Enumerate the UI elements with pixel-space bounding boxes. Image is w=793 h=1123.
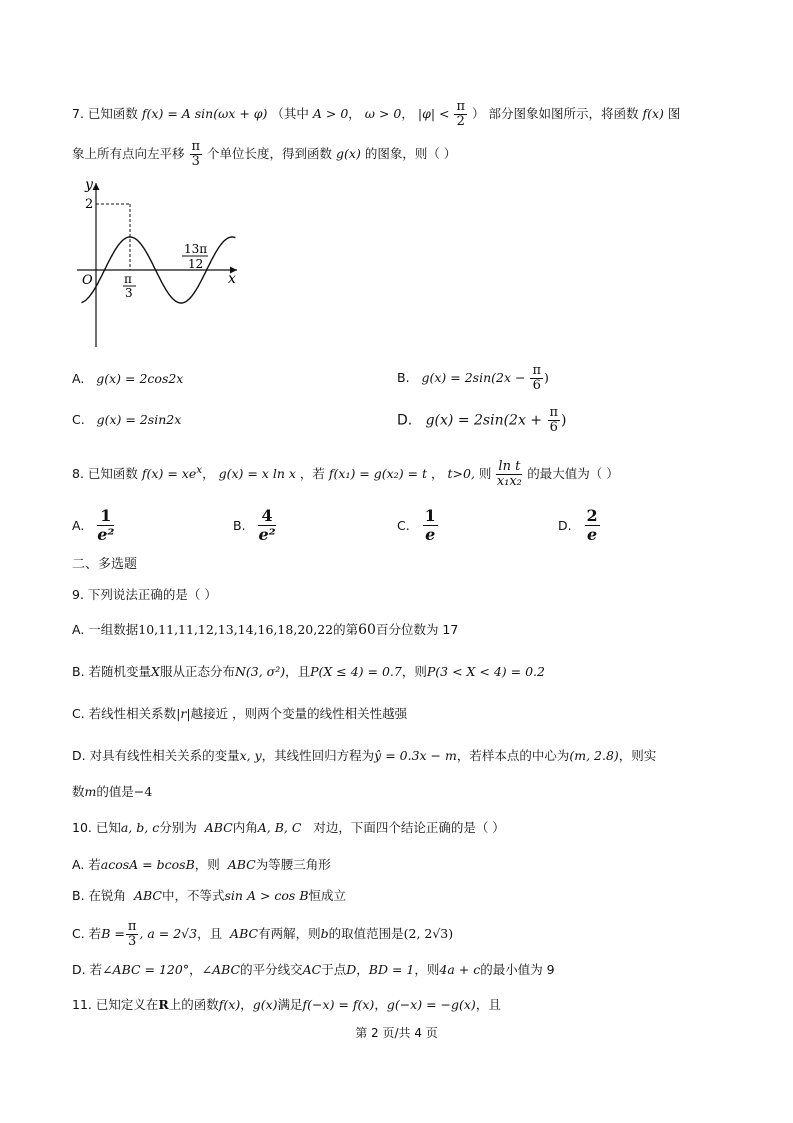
q9-option-a[interactable]: A. 一组数据10,11,11,12,13,14,16,18,20,22的第60百分位数为 17 [72, 622, 459, 638]
svg-text:12: 12 [188, 257, 204, 271]
q9-option-d-line2: 数m的值是−4 [72, 784, 153, 799]
y-axis-label: y [85, 177, 93, 193]
q10-option-c[interactable]: C. 若B = $\frac{\pi}{3}$ , a = 2√3，且 ABC有两解，则b的取值范围是(2, 2√3) [72, 919, 454, 949]
q8-option-c[interactable]: C. $\frac{1}{e}$ [397, 506, 436, 544]
page-footer: 第 2 页/共 4 页 [355, 1026, 438, 1040]
section-heading: 二、多选题 [72, 557, 138, 572]
q8-fraction: $\frac{\text{ln t}}{\text{x₁x₂}}$ [496, 459, 522, 490]
q9-option-b[interactable]: B. 若随机变量X服从正态分布N(3, σ²)，且P(X ≤ 4) = 0.7，则P(3 < X < 4) = 0.2 [72, 664, 545, 679]
q7-line1: 7. 已知函数 f(x) = A sin(ωx + φ) （其中 A > 0， ω > 0， |φ| < $\frac{\pi}{2}$ ） 部分图象如图所示，将函数 f(x) 图 [72, 99, 681, 129]
q7-number: 7. [72, 106, 84, 121]
q11-stem: 11. 已知定义在R上的函数f(x)，g(x)满足f(−x) = f(x)，g(−x) = −g(x)，且 [72, 997, 501, 1012]
q9-option-c[interactable]: C. 若线性相关系数|r|越接近 ，则两个变量的线性相关性越强 [72, 706, 408, 721]
q10-option-b[interactable]: B. 在锐角 ABC中，不等式sin A > cos B恒成立 [72, 888, 347, 903]
q7-option-c[interactable]: C. g(x) = 2sin2x [72, 412, 182, 427]
q7-pi-over-3: $\frac{\pi}{3}$ [191, 139, 201, 169]
svg-text:3: 3 [125, 286, 133, 300]
q7-line2: 象上所有点向左平移 $\frac{\pi}{3}$ 个单位长度，得到函数 g(x) 的图象，则（ ） [72, 139, 457, 169]
max-label: 2 [85, 197, 94, 212]
x-axis-label: x [228, 271, 236, 287]
q7-option-a[interactable]: A. g(x) = 2cos2x [72, 371, 184, 386]
svg-text:13π: 13π [184, 242, 208, 256]
svg-text:π: π [124, 272, 132, 286]
q7-pi-over-2: $\frac{\pi}{2}$ [456, 99, 466, 129]
q9-stem: 9. 下列说法正确的是（ ） [72, 587, 217, 602]
q7-function: f(x) = A sin(ωx + φ) [141, 106, 268, 121]
q8-option-d[interactable]: D. $\frac{2}{e}$ [558, 506, 598, 544]
q7-option-b[interactable]: B. g(x) = 2sin(2x − $\frac{\pi}{6}$ ) [397, 363, 549, 393]
q8-option-b[interactable]: B. $\frac{4}{\text{e²}}$ [233, 506, 276, 544]
q7-option-d[interactable]: D. g(x) = 2sin(2x + $\frac{\pi}{6}$ ) [397, 405, 567, 435]
q8-stem: 8. 已知函数 $f(x) = xe^x$， g(x) = x ln x ，若 f(x₁) = g(x₂) = t ， t>0, 则 $\frac{\text{ln t}}{\text{x₁x₂}}$ 的最大值为（ ） [72, 459, 619, 490]
q10-stem: 10. 已知a, b, c分别为 ABC内角A, B, C 对边，下面四个结论正确的是（ ） [72, 820, 505, 835]
q10-option-a[interactable]: A. 若acosA = bcosB，则 ABC为等腰三角形 [72, 857, 331, 872]
q10-option-d[interactable]: D. 若∠ABC = 120°，∠ABC的平分线交AC于点D，BD = 1，则4a + c的最小值为 9 [72, 962, 555, 977]
q8-option-a[interactable]: A. $\frac{1}{\text{e²}}$ [72, 506, 115, 544]
sine-graph [72, 175, 247, 355]
origin-label: O [82, 273, 93, 288]
q9-option-d-line1[interactable]: D. 对具有线性相关关系的变量x, y，其线性回归方程为ŷ = 0.3x − m，若样本点的中心为(m, 2.8)，则实 [72, 748, 657, 763]
